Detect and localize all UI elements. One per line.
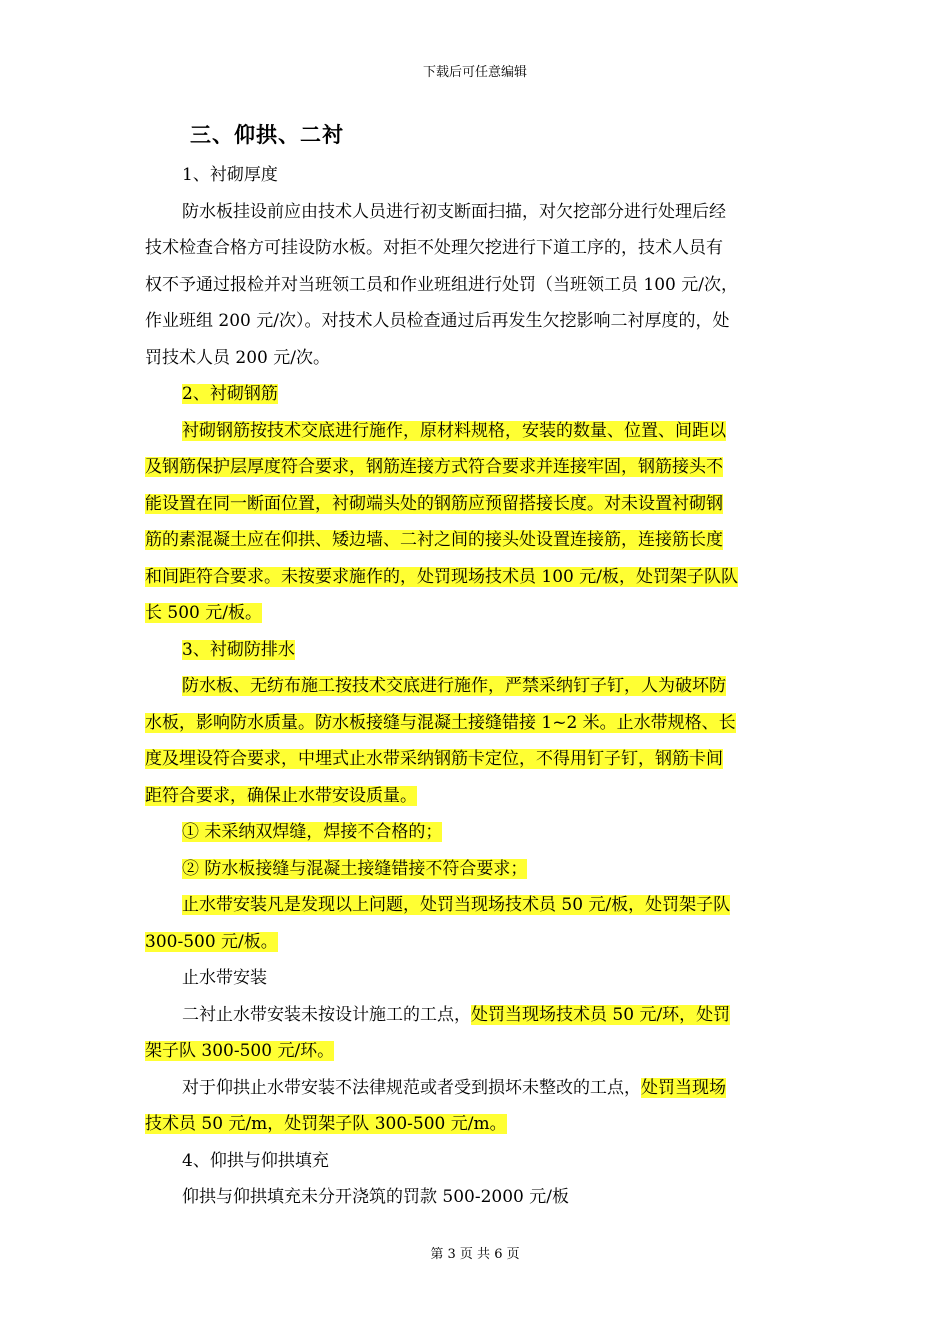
highlighted-text: 架子队 300-500 元/环。 (145, 1041, 335, 1061)
text-line (145, 559, 805, 596)
text-segment: 作业班组 200 元/次）。对技术人员检查通过后再发生欠挖影响二衬厚度的，处 (145, 311, 730, 331)
text-line (145, 887, 805, 924)
text-segment: 权不予通过报检并对当班领工员和作业班组进行处罚（当班领工员 100 元/次， (145, 274, 738, 295)
highlighted-text: 和间距符合要求。未按要求施作的，处罚现场技术员 100 元/板，处罚架子队队 (145, 566, 738, 587)
document-body (145, 118, 805, 1216)
text-line (145, 449, 805, 486)
highlighted-text: 衬砌钢筋按技术交底进行施作，原材料规格，安装的数量、位置、间距以 (182, 420, 726, 441)
text-line (145, 595, 805, 632)
text-line (145, 157, 805, 194)
highlighted-text: 及钢筋保护层厚度符合要求，钢筋连接方式符合要求并连接牢固，钢筋接头不 (145, 457, 723, 477)
text-segment: 4、仰拱与仰拱填充 (182, 1150, 329, 1171)
text-line (145, 303, 805, 340)
text-line (145, 522, 805, 559)
highlighted-text: 2、衬砌钢筋 (182, 384, 278, 404)
highlighted-text: ① 未采纳双焊缝，焊接不合格的； (182, 822, 443, 842)
text-line (145, 814, 805, 851)
highlighted-text: 处罚当现场技术员 50 元/环，处罚 (471, 1004, 731, 1025)
text-line (145, 997, 805, 1034)
paragraph-lines (145, 157, 805, 1216)
text-segment: 技术检查合格方可挂设防水板。对拒不处理欠挖进行下道工序的，技术人员有 (145, 238, 723, 258)
highlighted-text: 防水板、无纺布施工按技术交底进行施作，严禁采纳钉子钉，人为破坏防 (182, 676, 726, 696)
page-header: 下载后可任意编辑 (422, 65, 527, 80)
text-line (145, 960, 805, 997)
text-line (145, 1033, 805, 1070)
text-line (145, 1143, 805, 1180)
section-title: 三、仰拱、二衬 (190, 122, 344, 147)
text-line (145, 486, 805, 523)
highlighted-text: 距符合要求，确保止水带安设质量。 (145, 785, 417, 806)
text-line (145, 1179, 805, 1216)
text-segment: 1、衬砌厚度 (182, 165, 278, 185)
highlighted-text: ② 防水板接缝与混凝土接缝错接不符合要求； (182, 858, 528, 879)
highlighted-text: 技术员 50 元/m，处罚架子队 300-500 元/m。 (145, 1114, 507, 1134)
highlighted-text: 能设置在同一断面位置，衬砌端头处的钢筋应预留搭接长度。对未设置衬砌钢 (145, 493, 723, 514)
highlighted-text: 止水带安装凡是发现以上问题，处罚当现场技术员 50 元/板，处罚架子队 (182, 895, 731, 915)
highlighted-text: 长 500 元/板。 (145, 603, 262, 623)
page-footer: 第 3 页 共 6 页 (430, 1247, 520, 1262)
text-line (145, 778, 805, 815)
text-segment: 二衬止水带安装未按设计施工的工点， (182, 1004, 471, 1025)
text-line (145, 194, 805, 231)
text-line (145, 1070, 805, 1107)
text-line (145, 924, 805, 961)
text-line (145, 267, 805, 304)
text-line (145, 376, 805, 413)
text-segment: 止水带安装 (182, 968, 267, 988)
text-segment: 防水板挂设前应由技术人员进行初支断面扫描，对欠挖部分进行处理后经 (182, 201, 726, 222)
text-line (145, 851, 805, 888)
text-line (145, 413, 805, 450)
highlighted-text: 水板，影响防水质量。防水板接缝与混凝土接缝错接 1~2 米。止水带规格、长 (145, 712, 736, 733)
highlighted-text: 处罚当现场 (641, 1077, 726, 1098)
highlighted-text: 300-500 元/板。 (145, 931, 278, 952)
text-line (145, 705, 805, 742)
text-line (145, 340, 805, 377)
highlighted-text: 筋的素混凝土应在仰拱、矮边墙、二衬之间的接头处设置连接筋，连接筋长度 (145, 530, 723, 550)
text-segment: 仰拱与仰拱填充未分开浇筑的罚款 500-2000 元/板 (182, 1187, 569, 1207)
highlighted-text: 3、衬砌防排水 (182, 639, 295, 660)
text-segment: 对于仰拱止水带安装不法律规范或者受到损坏未整改的工点， (182, 1077, 641, 1098)
text-line (145, 632, 805, 669)
text-line (145, 668, 805, 705)
text-line (145, 1106, 805, 1143)
text-segment: 罚技术人员 200 元/次。 (145, 347, 330, 368)
text-line (145, 230, 805, 267)
highlighted-text: 度及埋设符合要求，中埋式止水带采纳钢筋卡定位，不得用钉子钉，钢筋卡间 (145, 749, 723, 769)
text-line (145, 741, 805, 778)
